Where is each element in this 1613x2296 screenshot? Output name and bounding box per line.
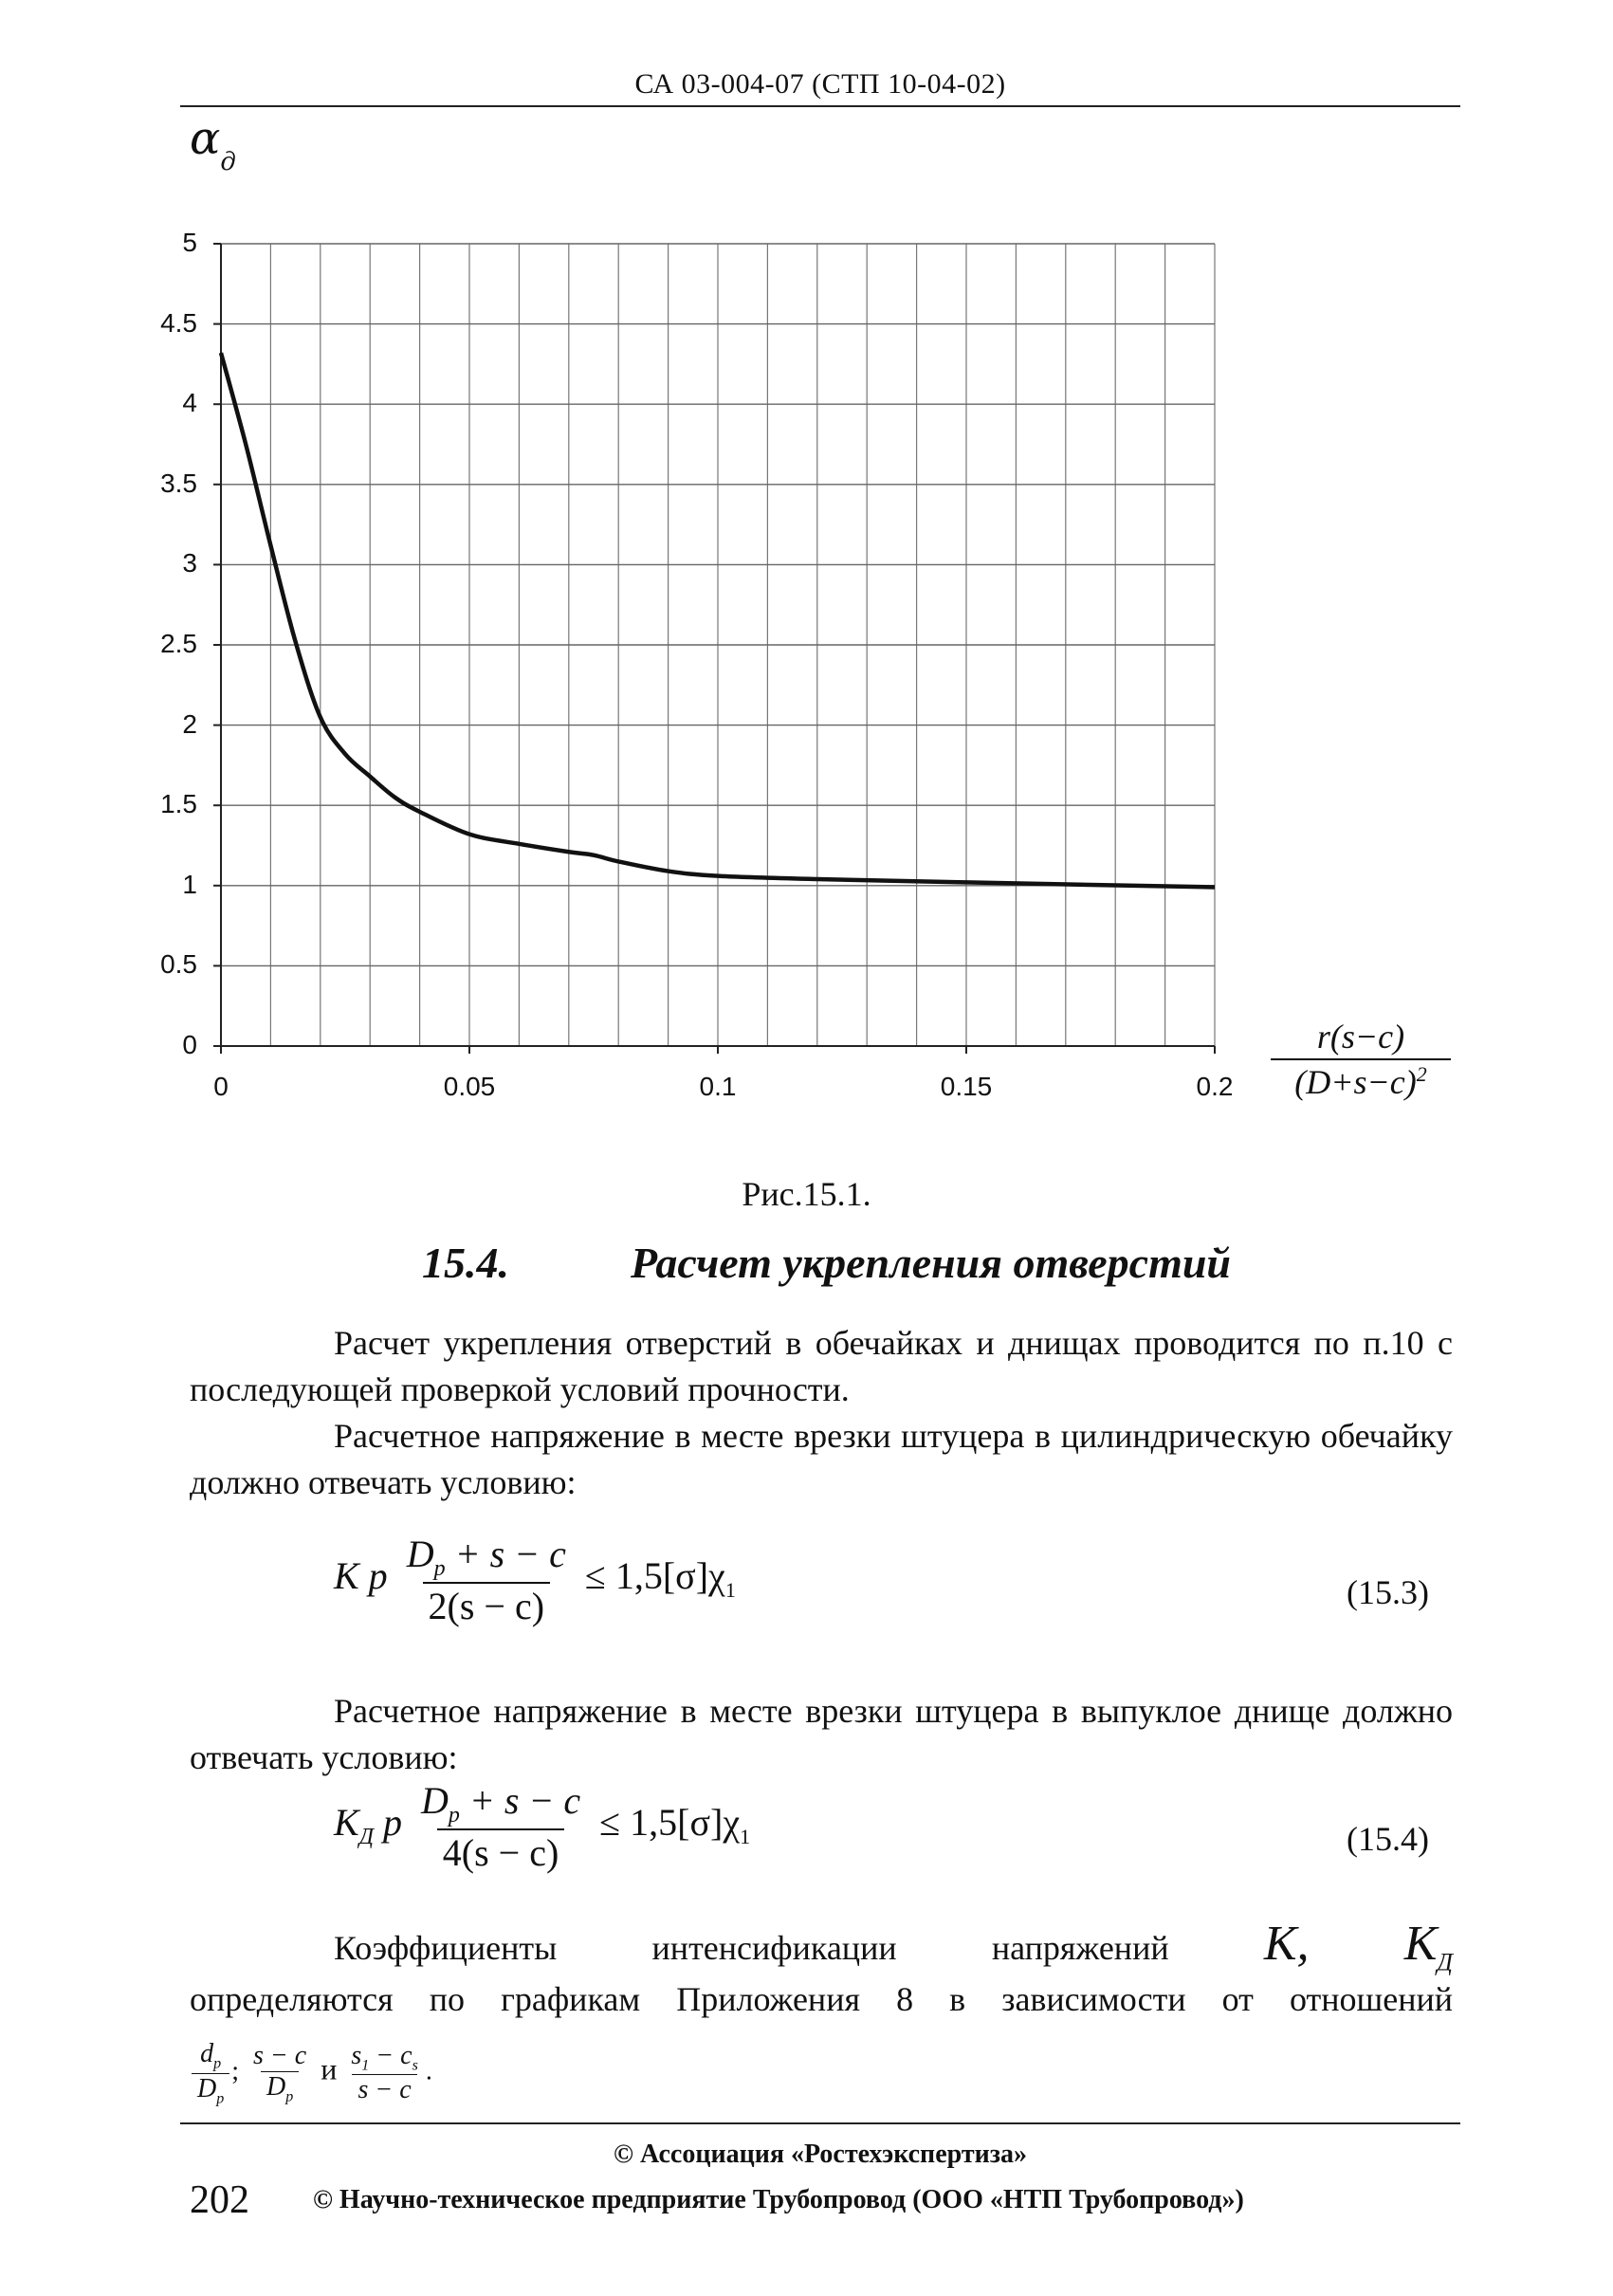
formula-15-4-denominator: 4(s − c) xyxy=(437,1828,565,1875)
ratio-3-num-sub: 1 xyxy=(361,2057,370,2074)
y-tick-label: 2.5 xyxy=(160,629,197,658)
ratio-list xyxy=(190,2039,432,2107)
x-tick-label: 0.05 xyxy=(443,1072,496,1101)
numerator-rest: + s − c xyxy=(445,1533,566,1575)
coef-kd-symbol xyxy=(1404,1916,1453,1976)
formula-15-3-fraction xyxy=(401,1532,572,1628)
coefficients-line-2 xyxy=(190,1976,1453,2023)
x-tick-label: 0.1 xyxy=(699,1072,737,1101)
chart-grid xyxy=(221,244,1215,1046)
y-tick-label: 5 xyxy=(182,228,197,257)
paragraph-2-text: Расчетное напряжение в месте врезки штуцера в цилиндрическую обечайку должно отвечать условию: xyxy=(190,1417,1453,1501)
ratio-3-num xyxy=(345,2041,423,2075)
y-tick-label: 1 xyxy=(182,869,197,899)
x-label-denominator-base: (D+s−c) xyxy=(1294,1063,1417,1101)
formula-15-3-numerator xyxy=(401,1532,572,1582)
ratio-3-num-base: s xyxy=(351,2040,362,2070)
x-label-exponent: 2 xyxy=(1416,1062,1427,1086)
y-axis-symbol: α xyxy=(190,112,221,165)
footer-rule xyxy=(180,2122,1460,2124)
document-header: СА 03-004-07 (СТП 10-04-02) xyxy=(634,68,1006,100)
coef-k-symbol: K, xyxy=(1263,1917,1310,1971)
x-tick-label: 0.15 xyxy=(940,1072,993,1101)
ratio-1-den-sub: p xyxy=(216,2090,225,2107)
section-number: 15.4. xyxy=(422,1239,509,1287)
ratio-3-num-mid: − c xyxy=(369,2040,412,2070)
coefficients-line xyxy=(190,1916,1453,1976)
x-tick-label: 0 xyxy=(213,1072,229,1101)
kd-subscript: Д xyxy=(1437,1948,1453,1976)
footer-enterprise: © Научно-техническое предприятие Трубопровод (ООО «НТП Трубопровод») xyxy=(313,2185,1244,2214)
numerator-symbol: D xyxy=(406,1533,434,1575)
formula-15-3 xyxy=(334,1532,736,1628)
numerator-symbol: D xyxy=(420,1779,449,1822)
formula-15-4-prefix: K xyxy=(334,1801,359,1845)
paragraph-1 xyxy=(190,1320,1453,1413)
ratio-s1cs-over-sc xyxy=(345,2041,423,2106)
ratio-1-den xyxy=(192,2073,229,2108)
section-title: Расчет укрепления отверстий xyxy=(631,1239,1232,1287)
ratio-sc-over-Dp xyxy=(247,2041,312,2106)
ratio-2-den-sub: p xyxy=(285,2088,294,2105)
coefficients-line-2-text: определяются по графикам Приложения 8 в зависимости от отношений xyxy=(190,1980,1453,2018)
ratio-1-num xyxy=(194,2039,227,2073)
kd-base: K xyxy=(1403,1917,1438,1971)
ratio-1-num-base: d xyxy=(200,2039,214,2068)
chart-axes xyxy=(213,244,1215,1054)
formula-15-3-rhs: ≤ 1,5[σ]χ xyxy=(584,1554,725,1598)
equation-number-15-4: (15.4) xyxy=(1347,1820,1429,1858)
ratio-3-num-sub2: s xyxy=(412,2057,418,2074)
formula-15-4-rhs-sub: 1 xyxy=(740,1825,751,1849)
numerator-subscript: p xyxy=(448,1803,460,1828)
paragraph-2 xyxy=(190,1413,1453,1506)
ratio-2-num: s − c xyxy=(253,2040,307,2070)
coef-word-1-text: Коэффициенты xyxy=(334,1929,558,1967)
x-label-numerator: r(s−c) xyxy=(1316,1018,1405,1056)
y-tick-label: 3 xyxy=(182,548,197,579)
formula-15-4-prefix-rest: p xyxy=(373,1801,402,1845)
ratio-end: . xyxy=(425,2056,432,2086)
chart-x-axis-label xyxy=(1271,1017,1451,1102)
y-tick-label: 0 xyxy=(182,1030,197,1059)
numerator-subscript: p xyxy=(433,1556,446,1581)
ratio-2-den-base: D xyxy=(266,2071,286,2102)
ratio-separator: ; xyxy=(231,2056,240,2086)
y-axis-subscript: д xyxy=(220,147,236,176)
formula-15-4-rhs: ≤ 1,5[σ]χ xyxy=(599,1801,741,1845)
formula-15-4 xyxy=(334,1778,750,1875)
x-label-denominator xyxy=(1271,1058,1451,1102)
footer-association: © Ассоциация «Ростехэкспертиза» xyxy=(614,2140,1027,2169)
ratio-2-den xyxy=(261,2071,299,2106)
y-tick-label: 1.5 xyxy=(160,789,197,819)
formula-15-4-prefix-sub: Д xyxy=(358,1825,374,1850)
y-tick-label: 3.5 xyxy=(160,468,197,498)
formula-15-4-numerator xyxy=(415,1778,586,1828)
formula-15-3-prefix: K p xyxy=(334,1554,388,1598)
coef-word-1 xyxy=(190,1928,557,1968)
ratio-1-num-sub: p xyxy=(213,2055,222,2072)
paragraph-3 xyxy=(190,1688,1453,1781)
figure-caption: Рис.15.1. xyxy=(742,1175,871,1213)
y-tick-label: 0.5 xyxy=(160,949,197,980)
page-number: 202 xyxy=(190,2178,249,2222)
ratio-1-den-base: D xyxy=(197,2073,217,2103)
formula-15-3-rhs-sub: 1 xyxy=(724,1578,736,1603)
y-tick-label: 4 xyxy=(182,388,197,418)
x-tick-label: 0.2 xyxy=(1196,1072,1234,1101)
y-tick-label: 2 xyxy=(182,708,197,739)
paragraph-1-text: Расчет укрепления отверстий в обечайках и днищах проводится по п.10 с последующей проверкой условий прочности. xyxy=(190,1324,1453,1408)
numerator-rest: + s − c xyxy=(459,1779,581,1822)
paragraph-3-text: Расчетное напряжение в месте врезки штуцера в выпуклое днище должно отвечать условию: xyxy=(190,1692,1453,1776)
formula-15-4-fraction xyxy=(415,1778,586,1875)
coef-word-2: интенсификации xyxy=(651,1929,897,1967)
equation-number-15-3: (15.3) xyxy=(1347,1573,1429,1611)
formula-15-3-denominator: 2(s − c) xyxy=(423,1582,551,1628)
ratio-3-den: s − c xyxy=(352,2074,416,2105)
ratio-conjunction: и xyxy=(321,2051,338,2086)
coef-word-3: напряжений xyxy=(991,1929,1169,1967)
ratio-dp-over-Dp xyxy=(192,2039,229,2107)
y-tick-label: 4.5 xyxy=(160,307,197,338)
